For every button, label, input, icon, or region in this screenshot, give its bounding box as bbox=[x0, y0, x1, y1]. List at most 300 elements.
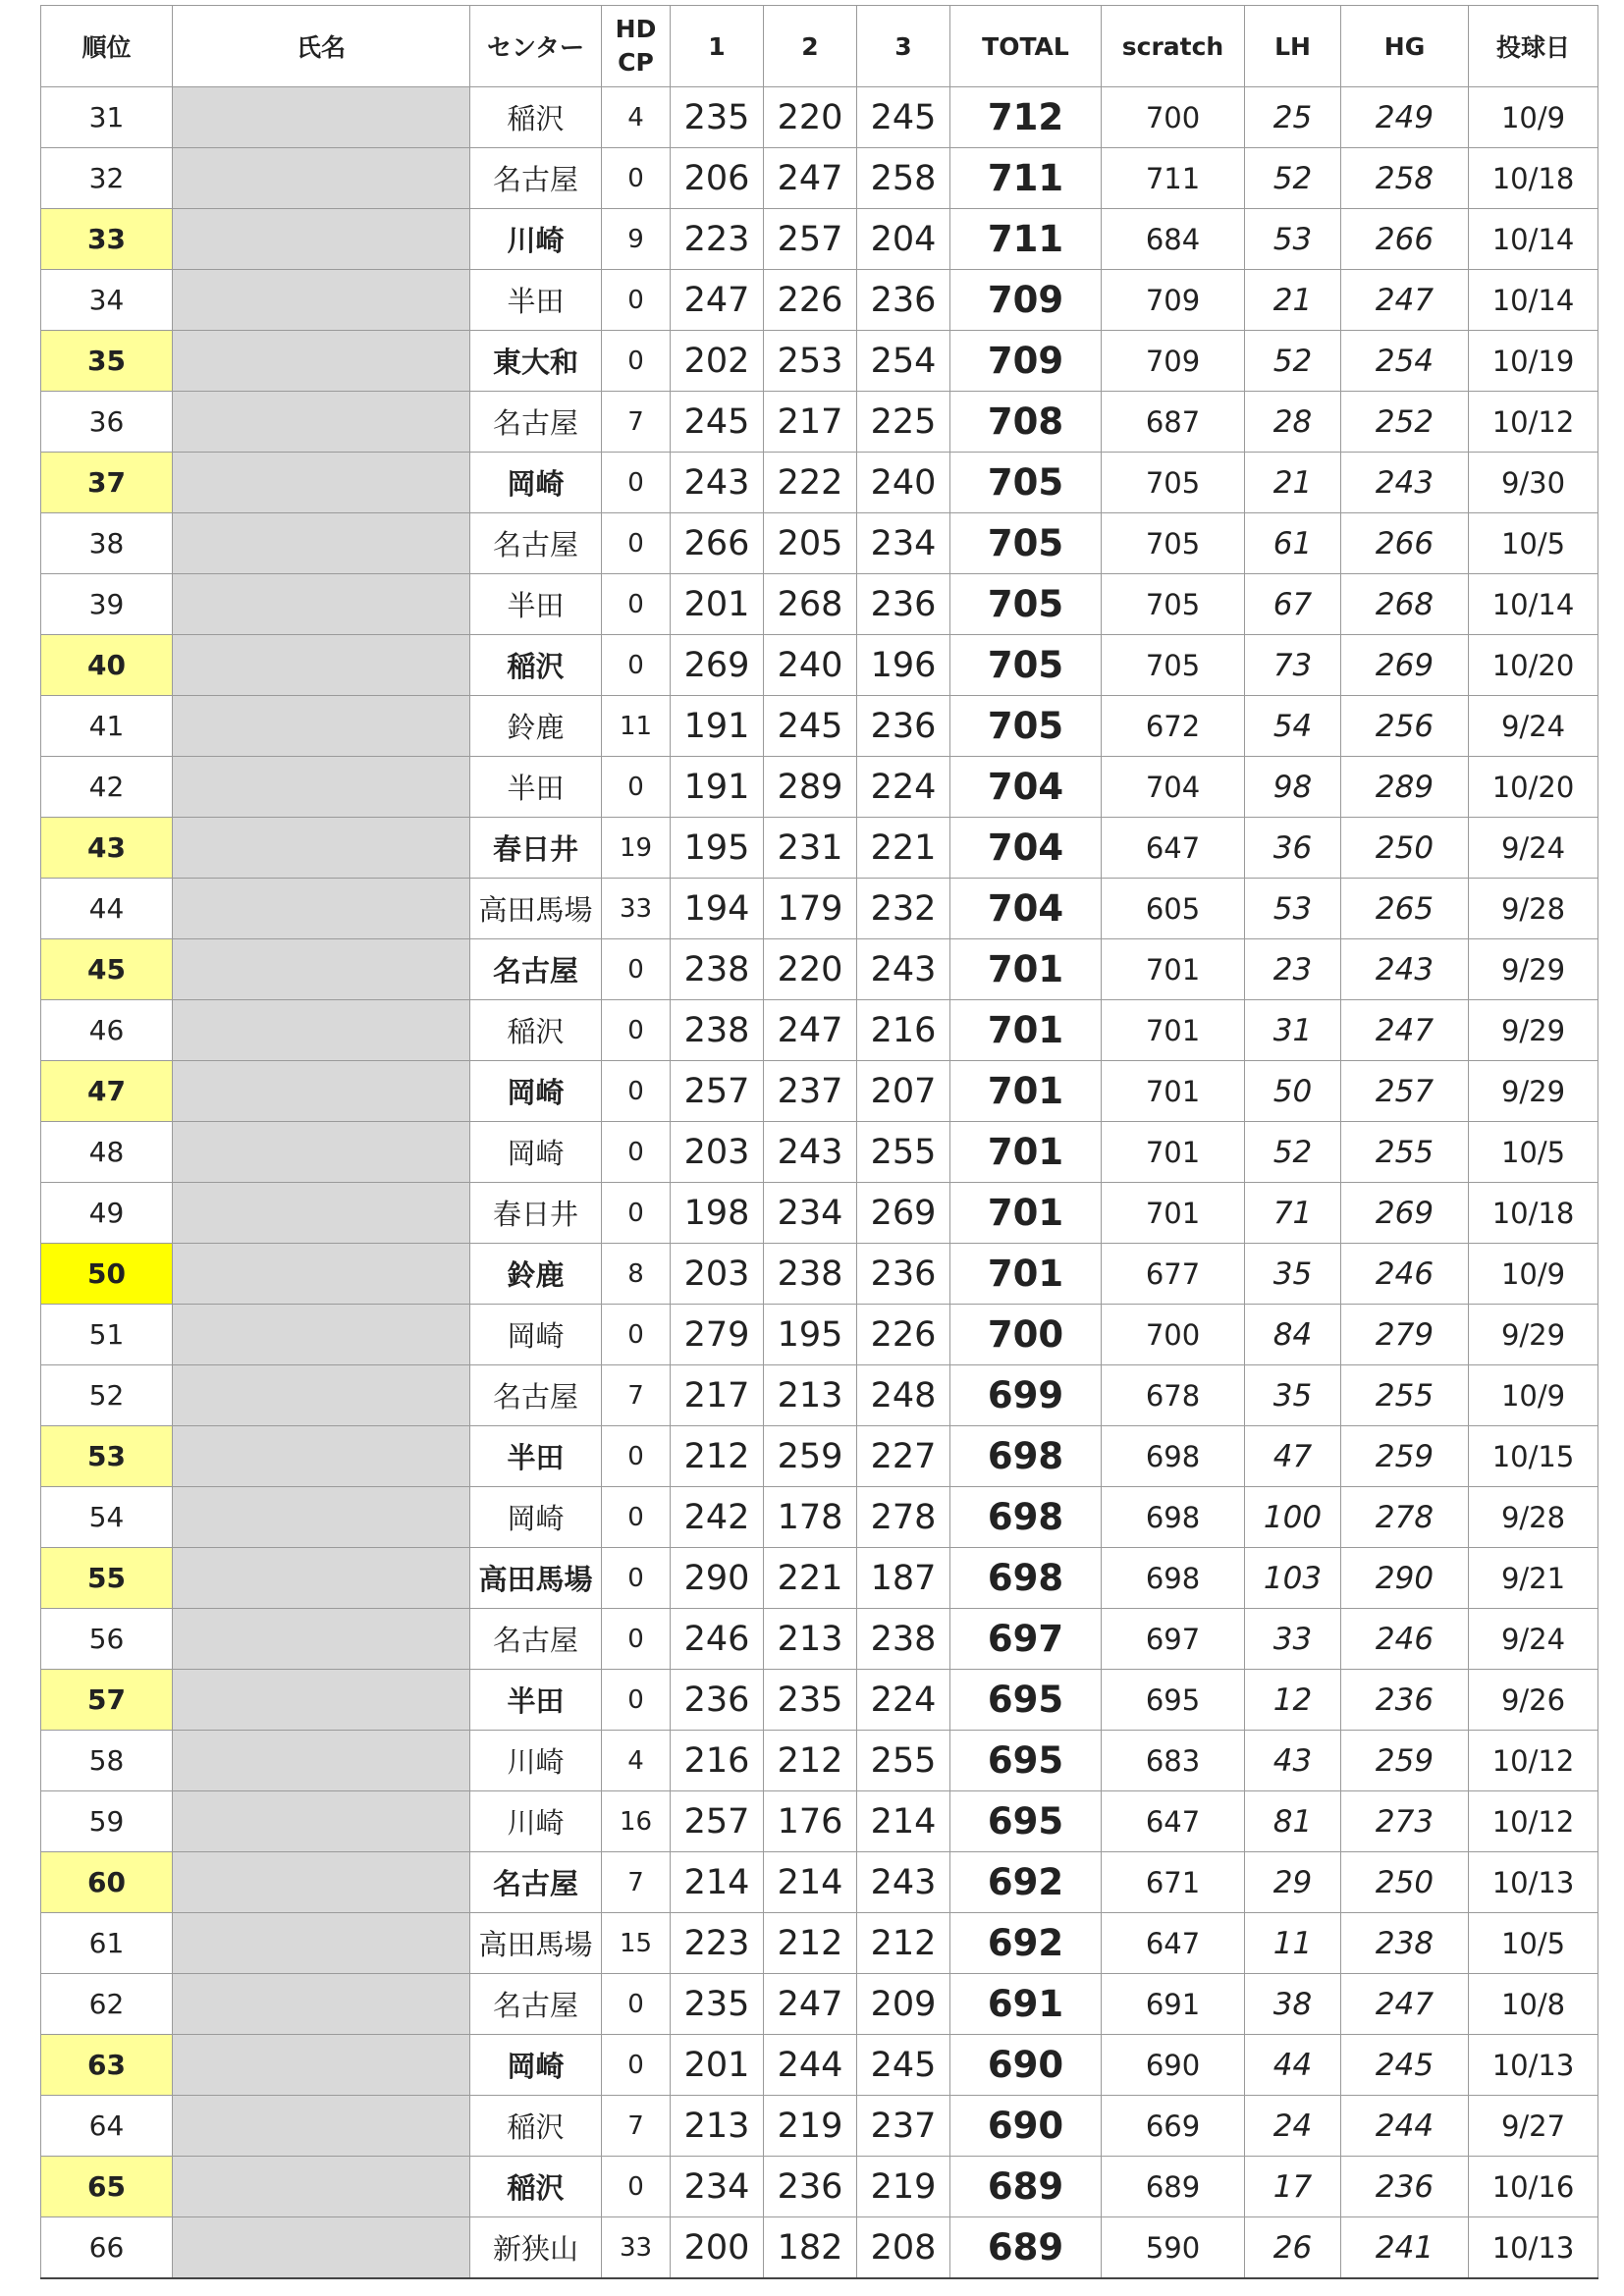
date-cell: 9/26 bbox=[1469, 1670, 1598, 1731]
scratch-cell: 695 bbox=[1102, 1670, 1245, 1731]
hdcp-cell: 0 bbox=[602, 1183, 671, 1244]
game-2-cell: 205 bbox=[764, 513, 857, 574]
center-cell: 高田馬場 bbox=[470, 1913, 602, 1974]
date-cell: 10/5 bbox=[1469, 1122, 1598, 1183]
game-2-cell: 213 bbox=[764, 1609, 857, 1670]
scratch-cell: 647 bbox=[1102, 818, 1245, 879]
hg-cell: 250 bbox=[1341, 1852, 1469, 1913]
header-hdcp-line2: CP bbox=[618, 48, 654, 77]
lh-cell: 26 bbox=[1245, 2217, 1341, 2279]
game-1-cell: 235 bbox=[671, 87, 764, 148]
game-3-cell: 224 bbox=[857, 757, 950, 818]
center-cell: 新狭山 bbox=[470, 2217, 602, 2279]
hg-cell: 254 bbox=[1341, 331, 1469, 392]
lh-cell: 54 bbox=[1245, 696, 1341, 757]
game-2-cell: 234 bbox=[764, 1183, 857, 1244]
center-cell: 岡崎 bbox=[470, 453, 602, 513]
date-cell: 9/29 bbox=[1469, 1061, 1598, 1122]
lh-cell: 35 bbox=[1245, 1365, 1341, 1426]
rank-cell: 66 bbox=[41, 2217, 173, 2279]
rank-cell: 63 bbox=[41, 2035, 173, 2096]
hdcp-cell: 11 bbox=[602, 696, 671, 757]
lh-cell: 24 bbox=[1245, 2096, 1341, 2157]
total-cell: 705 bbox=[950, 696, 1102, 757]
total-cell: 705 bbox=[950, 513, 1102, 574]
game-3-cell: 248 bbox=[857, 1365, 950, 1426]
hdcp-cell: 7 bbox=[602, 1365, 671, 1426]
game-3-cell: 207 bbox=[857, 1061, 950, 1122]
center-cell: 春日井 bbox=[470, 1183, 602, 1244]
center-cell: 半田 bbox=[470, 1670, 602, 1731]
hg-cell: 259 bbox=[1341, 1426, 1469, 1487]
total-cell: 692 bbox=[950, 1852, 1102, 1913]
total-cell: 691 bbox=[950, 1974, 1102, 2035]
header-game-1: 1 bbox=[671, 6, 764, 87]
game-1-cell: 213 bbox=[671, 2096, 764, 2157]
game-1-cell: 236 bbox=[671, 1670, 764, 1731]
lh-cell: 73 bbox=[1245, 635, 1341, 696]
lh-cell: 17 bbox=[1245, 2157, 1341, 2217]
rank-cell: 32 bbox=[41, 148, 173, 209]
table-row bbox=[41, 1913, 1598, 1974]
table-row bbox=[41, 696, 1598, 757]
hdcp-cell: 7 bbox=[602, 2096, 671, 2157]
scratch-cell: 605 bbox=[1102, 879, 1245, 939]
name-cell-redacted bbox=[173, 2096, 470, 2157]
name-cell-redacted bbox=[173, 696, 470, 757]
name-cell-redacted bbox=[173, 2217, 470, 2279]
hg-cell: 247 bbox=[1341, 1974, 1469, 2035]
center-cell: 半田 bbox=[470, 1426, 602, 1487]
hg-cell: 241 bbox=[1341, 2217, 1469, 2279]
game-2-cell: 221 bbox=[764, 1548, 857, 1609]
game-3-cell: 245 bbox=[857, 2035, 950, 2096]
total-cell: 698 bbox=[950, 1548, 1102, 1609]
game-1-cell: 269 bbox=[671, 635, 764, 696]
date-cell: 9/21 bbox=[1469, 1548, 1598, 1609]
date-cell: 10/19 bbox=[1469, 331, 1598, 392]
scratch-cell: 709 bbox=[1102, 331, 1245, 392]
rank-cell: 34 bbox=[41, 270, 173, 331]
game-3-cell: 236 bbox=[857, 1244, 950, 1305]
name-cell-redacted bbox=[173, 879, 470, 939]
hg-cell: 236 bbox=[1341, 2157, 1469, 2217]
rank-cell: 48 bbox=[41, 1122, 173, 1183]
header-hdcp-line1: HD bbox=[615, 15, 657, 43]
game-3-cell: 214 bbox=[857, 1791, 950, 1852]
game-2-cell: 259 bbox=[764, 1426, 857, 1487]
rank-cell: 38 bbox=[41, 513, 173, 574]
game-2-cell: 226 bbox=[764, 270, 857, 331]
header-row bbox=[41, 6, 1598, 87]
total-cell: 705 bbox=[950, 453, 1102, 513]
hdcp-cell: 0 bbox=[602, 2157, 671, 2217]
hdcp-cell: 8 bbox=[602, 1244, 671, 1305]
lh-cell: 98 bbox=[1245, 757, 1341, 818]
game-3-cell: 236 bbox=[857, 270, 950, 331]
game-2-cell: 247 bbox=[764, 148, 857, 209]
name-cell-redacted bbox=[173, 392, 470, 453]
game-3-cell: 258 bbox=[857, 148, 950, 209]
hg-cell: 252 bbox=[1341, 392, 1469, 453]
game-1-cell: 202 bbox=[671, 331, 764, 392]
game-3-cell: 278 bbox=[857, 1487, 950, 1548]
game-2-cell: 219 bbox=[764, 2096, 857, 2157]
hg-cell: 245 bbox=[1341, 2035, 1469, 2096]
scratch-cell: 687 bbox=[1102, 392, 1245, 453]
center-cell: 鈴鹿 bbox=[470, 1244, 602, 1305]
name-cell-redacted bbox=[173, 1365, 470, 1426]
game-2-cell: 244 bbox=[764, 2035, 857, 2096]
center-cell: 東大和 bbox=[470, 331, 602, 392]
center-cell: 名古屋 bbox=[470, 939, 602, 1000]
lh-cell: 29 bbox=[1245, 1852, 1341, 1913]
rank-cell: 64 bbox=[41, 2096, 173, 2157]
game-2-cell: 220 bbox=[764, 939, 857, 1000]
table-row bbox=[41, 331, 1598, 392]
game-2-cell: 217 bbox=[764, 392, 857, 453]
table-row bbox=[41, 939, 1598, 1000]
name-cell-redacted bbox=[173, 1244, 470, 1305]
center-cell: 岡崎 bbox=[470, 1305, 602, 1365]
date-cell: 10/14 bbox=[1469, 209, 1598, 270]
ranking-sheet bbox=[40, 5, 1593, 2279]
game-2-cell: 179 bbox=[764, 879, 857, 939]
center-cell: 名古屋 bbox=[470, 1365, 602, 1426]
scratch-cell: 705 bbox=[1102, 453, 1245, 513]
table-row bbox=[41, 1548, 1598, 1609]
hg-cell: 273 bbox=[1341, 1791, 1469, 1852]
date-cell: 10/14 bbox=[1469, 574, 1598, 635]
rank-cell: 54 bbox=[41, 1487, 173, 1548]
lh-cell: 25 bbox=[1245, 87, 1341, 148]
game-2-cell: 236 bbox=[764, 2157, 857, 2217]
game-1-cell: 246 bbox=[671, 1609, 764, 1670]
table-row bbox=[41, 1061, 1598, 1122]
table-row bbox=[41, 2157, 1598, 2217]
game-2-cell: 235 bbox=[764, 1670, 857, 1731]
rank-cell: 46 bbox=[41, 1000, 173, 1061]
lh-cell: 103 bbox=[1245, 1548, 1341, 1609]
header-hdcp bbox=[602, 6, 671, 87]
lh-cell: 47 bbox=[1245, 1426, 1341, 1487]
lh-cell: 61 bbox=[1245, 513, 1341, 574]
hg-cell: 259 bbox=[1341, 1731, 1469, 1791]
game-1-cell: 203 bbox=[671, 1244, 764, 1305]
date-cell: 9/30 bbox=[1469, 453, 1598, 513]
header-game-3: 3 bbox=[857, 6, 950, 87]
game-1-cell: 191 bbox=[671, 757, 764, 818]
game-1-cell: 238 bbox=[671, 1000, 764, 1061]
game-3-cell: 212 bbox=[857, 1913, 950, 1974]
total-cell: 695 bbox=[950, 1791, 1102, 1852]
game-1-cell: 235 bbox=[671, 1974, 764, 2035]
scratch-cell: 698 bbox=[1102, 1487, 1245, 1548]
center-cell: 川崎 bbox=[470, 1731, 602, 1791]
table-row bbox=[41, 635, 1598, 696]
name-cell-redacted bbox=[173, 209, 470, 270]
game-1-cell: 191 bbox=[671, 696, 764, 757]
table-row bbox=[41, 1305, 1598, 1365]
name-cell-redacted bbox=[173, 1913, 470, 1974]
total-cell: 701 bbox=[950, 1061, 1102, 1122]
date-cell: 9/29 bbox=[1469, 1305, 1598, 1365]
hg-cell: 289 bbox=[1341, 757, 1469, 818]
lh-cell: 33 bbox=[1245, 1609, 1341, 1670]
game-1-cell: 266 bbox=[671, 513, 764, 574]
name-cell-redacted bbox=[173, 148, 470, 209]
rank-cell: 33 bbox=[41, 209, 173, 270]
lh-cell: 53 bbox=[1245, 879, 1341, 939]
total-cell: 689 bbox=[950, 2157, 1102, 2217]
lh-cell: 52 bbox=[1245, 148, 1341, 209]
scratch-cell: 705 bbox=[1102, 635, 1245, 696]
table-row bbox=[41, 87, 1598, 148]
hg-cell: 243 bbox=[1341, 939, 1469, 1000]
hdcp-cell: 0 bbox=[602, 1548, 671, 1609]
center-cell: 岡崎 bbox=[470, 2035, 602, 2096]
hdcp-cell: 0 bbox=[602, 331, 671, 392]
hg-cell: 269 bbox=[1341, 635, 1469, 696]
game-1-cell: 194 bbox=[671, 879, 764, 939]
game-2-cell: 220 bbox=[764, 87, 857, 148]
game-2-cell: 289 bbox=[764, 757, 857, 818]
scratch-cell: 647 bbox=[1102, 1791, 1245, 1852]
name-cell-redacted bbox=[173, 87, 470, 148]
rank-cell: 53 bbox=[41, 1426, 173, 1487]
game-2-cell: 195 bbox=[764, 1305, 857, 1365]
game-2-cell: 268 bbox=[764, 574, 857, 635]
hg-cell: 279 bbox=[1341, 1305, 1469, 1365]
lh-cell: 35 bbox=[1245, 1244, 1341, 1305]
hdcp-cell: 19 bbox=[602, 818, 671, 879]
hg-cell: 246 bbox=[1341, 1244, 1469, 1305]
table-row bbox=[41, 1852, 1598, 1913]
name-cell-redacted bbox=[173, 939, 470, 1000]
hdcp-cell: 0 bbox=[602, 1487, 671, 1548]
total-cell: 692 bbox=[950, 1913, 1102, 1974]
center-cell: 名古屋 bbox=[470, 1852, 602, 1913]
center-cell: 稲沢 bbox=[470, 2096, 602, 2157]
table-row bbox=[41, 2096, 1598, 2157]
total-cell: 700 bbox=[950, 1305, 1102, 1365]
total-cell: 711 bbox=[950, 209, 1102, 270]
lh-cell: 52 bbox=[1245, 1122, 1341, 1183]
lh-cell: 12 bbox=[1245, 1670, 1341, 1731]
lh-cell: 71 bbox=[1245, 1183, 1341, 1244]
scratch-cell: 700 bbox=[1102, 1305, 1245, 1365]
game-2-cell: 257 bbox=[764, 209, 857, 270]
total-cell: 711 bbox=[950, 148, 1102, 209]
name-cell-redacted bbox=[173, 1000, 470, 1061]
scratch-cell: 590 bbox=[1102, 2217, 1245, 2279]
date-cell: 10/20 bbox=[1469, 757, 1598, 818]
rank-cell: 47 bbox=[41, 1061, 173, 1122]
scratch-cell: 691 bbox=[1102, 1974, 1245, 2035]
hdcp-cell: 0 bbox=[602, 453, 671, 513]
header-total: TOTAL bbox=[950, 6, 1102, 87]
total-cell: 701 bbox=[950, 1244, 1102, 1305]
scratch-cell: 701 bbox=[1102, 1061, 1245, 1122]
rank-cell: 31 bbox=[41, 87, 173, 148]
table-row bbox=[41, 1000, 1598, 1061]
lh-cell: 23 bbox=[1245, 939, 1341, 1000]
scratch-cell: 698 bbox=[1102, 1548, 1245, 1609]
hg-cell: 247 bbox=[1341, 1000, 1469, 1061]
hg-cell: 244 bbox=[1341, 2096, 1469, 2157]
rank-cell: 51 bbox=[41, 1305, 173, 1365]
hdcp-cell: 4 bbox=[602, 87, 671, 148]
hdcp-cell: 9 bbox=[602, 209, 671, 270]
center-cell: 川崎 bbox=[470, 209, 602, 270]
game-3-cell: 208 bbox=[857, 2217, 950, 2279]
total-cell: 701 bbox=[950, 1122, 1102, 1183]
scratch-cell: 689 bbox=[1102, 2157, 1245, 2217]
game-2-cell: 245 bbox=[764, 696, 857, 757]
game-1-cell: 206 bbox=[671, 148, 764, 209]
name-cell-redacted bbox=[173, 270, 470, 331]
rank-cell: 35 bbox=[41, 331, 173, 392]
header-date: 投球日 bbox=[1469, 6, 1598, 87]
hg-cell: 265 bbox=[1341, 879, 1469, 939]
game-3-cell: 204 bbox=[857, 209, 950, 270]
scratch-cell: 700 bbox=[1102, 87, 1245, 148]
game-3-cell: 238 bbox=[857, 1609, 950, 1670]
scratch-cell: 701 bbox=[1102, 1183, 1245, 1244]
date-cell: 9/27 bbox=[1469, 2096, 1598, 2157]
name-cell-redacted bbox=[173, 1305, 470, 1365]
table-row bbox=[41, 1609, 1598, 1670]
hg-cell: 238 bbox=[1341, 1913, 1469, 1974]
date-cell: 9/24 bbox=[1469, 696, 1598, 757]
rank-cell: 52 bbox=[41, 1365, 173, 1426]
game-1-cell: 198 bbox=[671, 1183, 764, 1244]
hdcp-cell: 0 bbox=[602, 148, 671, 209]
rank-cell: 44 bbox=[41, 879, 173, 939]
rank-cell: 62 bbox=[41, 1974, 173, 2035]
header-name: 氏名 bbox=[173, 6, 470, 87]
rank-cell: 57 bbox=[41, 1670, 173, 1731]
ranking-table bbox=[40, 5, 1598, 2279]
game-3-cell: 255 bbox=[857, 1122, 950, 1183]
total-cell: 697 bbox=[950, 1609, 1102, 1670]
header-hg: HG bbox=[1341, 6, 1469, 87]
lh-cell: 52 bbox=[1245, 331, 1341, 392]
lh-cell: 50 bbox=[1245, 1061, 1341, 1122]
game-1-cell: 242 bbox=[671, 1487, 764, 1548]
game-3-cell: 232 bbox=[857, 879, 950, 939]
scratch-cell: 705 bbox=[1102, 513, 1245, 574]
hdcp-cell: 0 bbox=[602, 1670, 671, 1731]
name-cell-redacted bbox=[173, 818, 470, 879]
game-1-cell: 200 bbox=[671, 2217, 764, 2279]
game-3-cell: 227 bbox=[857, 1426, 950, 1487]
name-cell-redacted bbox=[173, 1731, 470, 1791]
lh-cell: 81 bbox=[1245, 1791, 1341, 1852]
lh-cell: 36 bbox=[1245, 818, 1341, 879]
game-3-cell: 221 bbox=[857, 818, 950, 879]
game-1-cell: 257 bbox=[671, 1791, 764, 1852]
lh-cell: 31 bbox=[1245, 1000, 1341, 1061]
center-cell: 半田 bbox=[470, 574, 602, 635]
name-cell-redacted bbox=[173, 1974, 470, 2035]
hdcp-cell: 0 bbox=[602, 513, 671, 574]
game-3-cell: 236 bbox=[857, 696, 950, 757]
header-center: センター bbox=[470, 6, 602, 87]
header-rank: 順位 bbox=[41, 6, 173, 87]
game-1-cell: 290 bbox=[671, 1548, 764, 1609]
table-row bbox=[41, 574, 1598, 635]
table-row bbox=[41, 1791, 1598, 1852]
game-2-cell: 178 bbox=[764, 1487, 857, 1548]
scratch-cell: 704 bbox=[1102, 757, 1245, 818]
date-cell: 9/28 bbox=[1469, 1487, 1598, 1548]
total-cell: 699 bbox=[950, 1365, 1102, 1426]
table-row bbox=[41, 1731, 1598, 1791]
hg-cell: 258 bbox=[1341, 148, 1469, 209]
name-cell-redacted bbox=[173, 1122, 470, 1183]
date-cell: 9/29 bbox=[1469, 1000, 1598, 1061]
game-2-cell: 213 bbox=[764, 1365, 857, 1426]
date-cell: 10/18 bbox=[1469, 148, 1598, 209]
game-2-cell: 247 bbox=[764, 1974, 857, 2035]
game-3-cell: 243 bbox=[857, 1852, 950, 1913]
hdcp-cell: 0 bbox=[602, 1122, 671, 1183]
game-3-cell: 269 bbox=[857, 1183, 950, 1244]
table-row bbox=[41, 1426, 1598, 1487]
hg-cell: 249 bbox=[1341, 87, 1469, 148]
game-2-cell: 237 bbox=[764, 1061, 857, 1122]
game-3-cell: 237 bbox=[857, 2096, 950, 2157]
hg-cell: 250 bbox=[1341, 818, 1469, 879]
date-cell: 10/12 bbox=[1469, 1731, 1598, 1791]
game-2-cell: 253 bbox=[764, 331, 857, 392]
center-cell: 半田 bbox=[470, 757, 602, 818]
rank-cell: 39 bbox=[41, 574, 173, 635]
hg-cell: 256 bbox=[1341, 696, 1469, 757]
date-cell: 10/5 bbox=[1469, 1913, 1598, 1974]
rank-cell: 58 bbox=[41, 1731, 173, 1791]
hdcp-cell: 16 bbox=[602, 1791, 671, 1852]
hdcp-cell: 0 bbox=[602, 1974, 671, 2035]
scratch-cell: 701 bbox=[1102, 1122, 1245, 1183]
game-1-cell: 279 bbox=[671, 1305, 764, 1365]
center-cell: 高田馬場 bbox=[470, 879, 602, 939]
lh-cell: 38 bbox=[1245, 1974, 1341, 2035]
game-2-cell: 214 bbox=[764, 1852, 857, 1913]
total-cell: 704 bbox=[950, 818, 1102, 879]
hg-cell: 246 bbox=[1341, 1609, 1469, 1670]
name-cell-redacted bbox=[173, 1609, 470, 1670]
date-cell: 10/13 bbox=[1469, 2217, 1598, 2279]
lh-cell: 44 bbox=[1245, 2035, 1341, 2096]
lh-cell: 21 bbox=[1245, 270, 1341, 331]
center-cell: 川崎 bbox=[470, 1791, 602, 1852]
scratch-cell: 709 bbox=[1102, 270, 1245, 331]
hdcp-cell: 7 bbox=[602, 392, 671, 453]
center-cell: 名古屋 bbox=[470, 1609, 602, 1670]
rank-cell: 45 bbox=[41, 939, 173, 1000]
rank-cell: 37 bbox=[41, 453, 173, 513]
table-row bbox=[41, 1365, 1598, 1426]
total-cell: 704 bbox=[950, 879, 1102, 939]
scratch-cell: 701 bbox=[1102, 939, 1245, 1000]
scratch-cell: 677 bbox=[1102, 1244, 1245, 1305]
date-cell: 10/8 bbox=[1469, 1974, 1598, 2035]
scratch-cell: 647 bbox=[1102, 1913, 1245, 1974]
table-row bbox=[41, 209, 1598, 270]
date-cell: 10/12 bbox=[1469, 392, 1598, 453]
